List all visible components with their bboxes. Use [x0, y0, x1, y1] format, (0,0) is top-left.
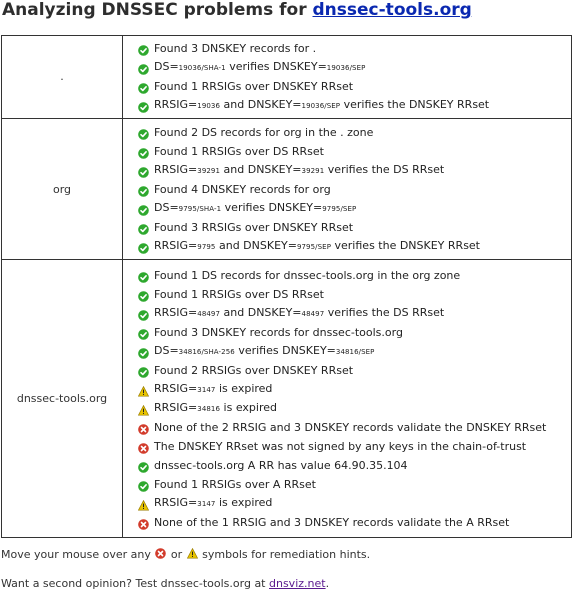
check-icon	[138, 146, 149, 157]
zone-row	[2, 260, 572, 538]
check-list	[123, 260, 572, 538]
check-text-part: None of the 2 RRSIG and 3 DNSKEY records validate the DNSKEY RRset	[154, 420, 547, 434]
check-item	[138, 418, 571, 437]
check-text-part: Found 1 DS records for dnssec-tools.org in the org zone	[154, 268, 461, 282]
warning-icon[interactable]	[138, 498, 149, 509]
check-text	[154, 361, 353, 380]
key-id: 39291	[301, 166, 325, 175]
zone-name: .	[2, 36, 123, 119]
second-opinion-suffix: .	[325, 577, 330, 590]
key-id: 34816	[197, 404, 221, 413]
page-title-prefix: Analyzing DNSSEC problems for	[2, 0, 307, 20]
check-icon	[138, 127, 149, 138]
check-icon	[138, 62, 149, 73]
check-icon	[138, 241, 149, 252]
check-text	[154, 123, 373, 142]
check-text	[154, 475, 316, 494]
check-item	[138, 58, 571, 77]
check-text	[154, 142, 324, 161]
check-text-part: verifies DNSKEY=	[221, 200, 323, 214]
check-text-part: Found 3 RRSIGs over DNSKEY RRset	[154, 220, 354, 234]
check-text-part: DS=	[154, 200, 179, 214]
check-list	[123, 118, 572, 259]
check-icon	[138, 346, 149, 357]
remediation-hint	[1, 548, 370, 561]
check-item	[138, 218, 571, 237]
warning-icon[interactable]	[138, 403, 149, 414]
check-text-part: is expired	[215, 495, 273, 509]
check-text-part: and DNSKEY=	[215, 238, 297, 252]
check-icon	[138, 365, 149, 376]
check-text-part: verifies the DS RRset	[324, 162, 445, 176]
key-id: 34816/SHA-256	[178, 347, 235, 356]
check-item	[138, 266, 571, 285]
check-icon	[138, 327, 149, 338]
check-item	[138, 342, 571, 361]
check-item	[138, 180, 571, 199]
check-text	[154, 323, 403, 342]
check-icon	[138, 165, 149, 176]
domain-link[interactable]: dnssec-tools.org	[312, 0, 472, 20]
check-text	[154, 95, 489, 116]
check-text	[154, 379, 272, 400]
check-text-part: RRSIG=	[154, 495, 198, 509]
check-item	[138, 361, 571, 380]
check-item	[138, 494, 571, 513]
check-text-part: is expired	[215, 381, 273, 395]
error-icon[interactable]	[138, 517, 149, 528]
check-text-part: None of the 1 RRSIG and 3 DNSKEY records validate the A RRset	[154, 515, 510, 529]
check-text-part: Found 1 RRSIGs over DS RRset	[154, 144, 324, 158]
error-icon[interactable]	[138, 422, 149, 433]
check-text	[154, 285, 324, 304]
check-item	[138, 304, 571, 323]
check-icon	[138, 460, 149, 471]
check-text	[154, 341, 375, 362]
check-item	[138, 199, 571, 218]
check-text	[154, 513, 509, 532]
check-text-part: verifies DNSKEY=	[225, 59, 327, 73]
check-text	[154, 418, 546, 437]
check-text-part: RRSIG=	[154, 162, 198, 176]
check-text-part: and DNSKEY=	[220, 305, 302, 319]
check-text	[154, 437, 526, 456]
dnsviz-link[interactable]: dnsviz.net	[269, 577, 326, 590]
check-text-part: verifies the DNSKEY RRset	[331, 238, 480, 252]
check-text	[154, 77, 353, 96]
key-id: 9795/SEP	[296, 242, 332, 251]
zone-name: dnssec-tools.org	[2, 260, 123, 538]
check-text-part: is expired	[220, 400, 277, 414]
check-text	[154, 180, 331, 199]
check-icon	[138, 289, 149, 300]
check-text-part: RRSIG=	[154, 381, 198, 395]
check-text-part: Found 1 RRSIGs over A RRset	[154, 477, 316, 491]
check-item	[138, 399, 571, 418]
key-id: 19036/SEP	[301, 101, 341, 110]
check-item	[138, 39, 571, 58]
check-text-part: dnssec-tools.org A RR has value 64.90.35.104	[154, 458, 408, 472]
check-icon	[138, 43, 149, 54]
check-icon	[138, 222, 149, 233]
check-icon	[138, 100, 149, 111]
check-text-part: Found 2 RRSIGs over DNSKEY RRset	[154, 363, 354, 377]
check-text	[154, 493, 272, 514]
check-text-part: The DNSKEY RRset was not signed by any keys in the chain-of-trust	[154, 439, 527, 453]
check-text	[154, 57, 365, 78]
check-text-part: verifies the DS RRset	[324, 305, 445, 319]
check-item	[138, 323, 571, 342]
key-id: 9795	[197, 242, 216, 251]
check-text-part: RRSIG=	[154, 400, 198, 414]
error-icon[interactable]	[138, 441, 149, 452]
check-icon	[138, 81, 149, 92]
check-text-part: Found 3 DNSKEY records for .	[154, 41, 317, 55]
check-icon	[138, 308, 149, 319]
second-opinion	[1, 577, 329, 590]
second-opinion-prefix: Want a second opinion? Test dnssec-tools.org at	[1, 577, 266, 590]
check-text	[154, 456, 408, 475]
check-item	[138, 475, 571, 494]
check-text-part: verifies the DNSKEY RRset	[340, 97, 490, 111]
check-text	[154, 160, 444, 181]
check-icon	[138, 270, 149, 281]
key-id: 48497	[197, 309, 221, 318]
key-id: 19036	[197, 101, 221, 110]
results-table	[1, 35, 572, 538]
key-id: 19036/SHA-1	[178, 63, 226, 72]
check-text-part: Found 4 DNSKEY records for org	[154, 182, 331, 196]
check-text	[154, 303, 444, 324]
key-id: 48497	[301, 309, 325, 318]
zone-row	[2, 36, 572, 119]
hint-prefix: Move your mouse over any	[1, 548, 151, 561]
check-item	[138, 456, 571, 475]
zone-row	[2, 118, 572, 259]
check-text-part: Found 1 RRSIGs over DNSKEY RRset	[154, 79, 354, 93]
key-id: 39291	[197, 166, 221, 175]
warning-icon	[187, 548, 198, 559]
check-text	[154, 236, 480, 257]
check-item	[138, 380, 571, 399]
check-item	[138, 96, 571, 115]
check-text-part: and DNSKEY=	[220, 97, 302, 111]
check-text	[154, 398, 277, 419]
check-item	[138, 123, 571, 142]
check-item	[138, 77, 571, 96]
hint-suffix: symbols for remediation hints.	[202, 548, 371, 561]
page-title	[2, 0, 472, 22]
check-text	[154, 266, 460, 285]
error-icon	[155, 548, 166, 559]
check-text	[154, 198, 356, 219]
check-text-part: and DNSKEY=	[220, 162, 302, 176]
hint-or: or	[170, 548, 183, 561]
check-text-part: RRSIG=	[154, 97, 198, 111]
zone-name: org	[2, 118, 123, 259]
key-id: 3147	[197, 499, 216, 508]
check-item	[138, 237, 571, 256]
check-icon	[138, 203, 149, 214]
key-id: 19036/SEP	[326, 63, 366, 72]
check-icon	[138, 479, 149, 490]
key-id: 9795/SEP	[322, 204, 357, 213]
check-item	[138, 142, 571, 161]
check-text-part: Found 3 DNSKEY records for dnssec-tools.org	[154, 325, 403, 339]
check-text-part: DS=	[154, 59, 179, 73]
check-item	[138, 161, 571, 180]
warning-icon[interactable]	[138, 384, 149, 395]
check-icon	[138, 184, 149, 195]
check-text-part: DS=	[154, 343, 179, 357]
check-item	[138, 437, 571, 456]
check-text	[154, 218, 353, 237]
check-text-part: Found 1 RRSIGs over DS RRset	[154, 287, 324, 301]
check-text-part: verifies DNSKEY=	[234, 343, 336, 357]
key-id: 9795/SHA-1	[178, 204, 222, 213]
check-text-part: RRSIG=	[154, 305, 198, 319]
check-item	[138, 513, 571, 532]
check-text-part: RRSIG=	[154, 238, 198, 252]
check-item	[138, 285, 571, 304]
check-text	[154, 39, 316, 58]
key-id: 3147	[197, 385, 216, 394]
check-text-part: Found 2 DS records for org in the . zone	[154, 125, 374, 139]
key-id: 34816/SEP	[335, 347, 375, 356]
check-list	[123, 36, 572, 119]
